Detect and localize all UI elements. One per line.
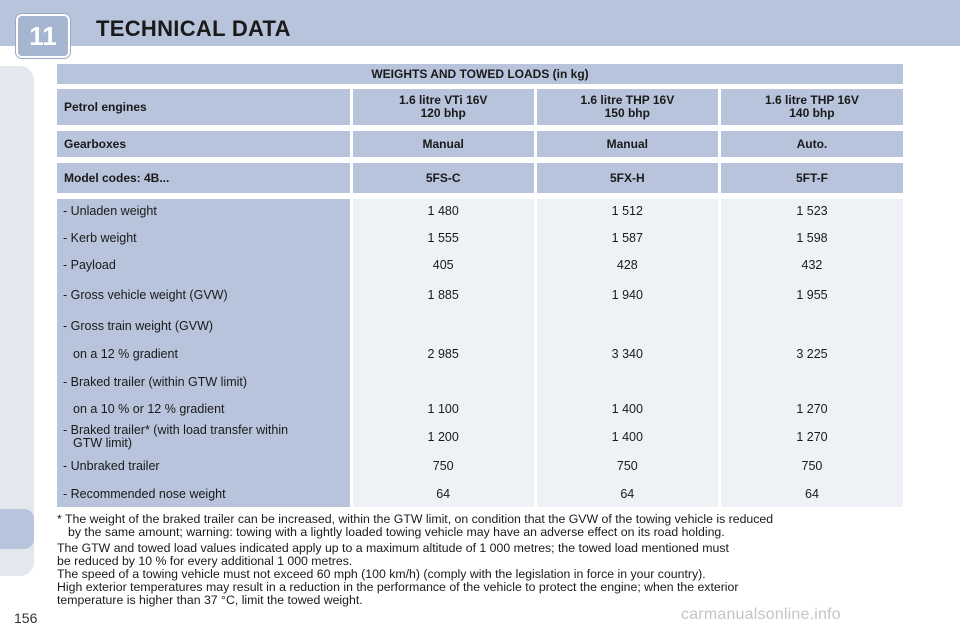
side-tab bbox=[0, 509, 34, 549]
row-label: Gearboxes bbox=[57, 131, 350, 157]
value-cell: 1 200 bbox=[427, 430, 459, 444]
values-column-thp150 bbox=[537, 199, 718, 507]
value-cell: 1 270 bbox=[796, 402, 828, 416]
row-sublabel: on a 12 % gradient bbox=[73, 347, 178, 361]
value-cell: 1 512 bbox=[611, 204, 643, 218]
value-cell: 3 340 bbox=[611, 347, 643, 361]
row-label: - Braked trailer* (with load transfer within bbox=[63, 423, 289, 437]
value-cell: 3 225 bbox=[796, 347, 828, 361]
note-line: The GTW and towed load values indicated apply up to a maximum altitude of 1 000 metres; the towed load mentioned must bbox=[57, 541, 729, 555]
table-title: WEIGHTS AND TOWED LOADS (in kg) bbox=[57, 64, 903, 84]
note-line: The speed of a towing vehicle must not exceed 60 mph (100 km/h) (comply with the legislation in force in your country). bbox=[57, 567, 706, 581]
chapter-number-badge: 11 bbox=[16, 14, 70, 58]
engine-header bbox=[537, 89, 718, 125]
footnote-asterisk: * The weight of the braked trailer can be increased, within the GTW limit, on condition that the GVW of the towing vehicle is reduced bbox=[57, 512, 774, 526]
value-cell: 1 400 bbox=[611, 430, 643, 444]
page-number: 156 bbox=[14, 610, 38, 626]
value-cell: 750 bbox=[616, 459, 638, 473]
weights-table-body bbox=[57, 199, 903, 507]
value-cell: 1 598 bbox=[796, 231, 828, 245]
watermark: carmanualsonline.info bbox=[681, 606, 841, 623]
value-cell: 750 bbox=[432, 459, 454, 473]
note-line: temperature is higher than 37 °C, limit the towed weight. bbox=[57, 593, 363, 607]
engine-power: 150 bhp bbox=[604, 106, 650, 120]
values-column-thp140 bbox=[721, 199, 903, 507]
engine-header bbox=[353, 89, 534, 125]
row-label: - Payload bbox=[63, 258, 116, 272]
engine-power: 140 bhp bbox=[789, 106, 835, 120]
row-label: - Kerb weight bbox=[63, 231, 137, 245]
value-cell: 1 523 bbox=[796, 204, 828, 218]
row-label-continued: GTW limit) bbox=[73, 436, 133, 450]
value-cell: 64 bbox=[620, 487, 635, 501]
gearbox-cell: Manual bbox=[353, 131, 534, 157]
value-cell: 1 400 bbox=[611, 402, 643, 416]
engine-name: 1.6 litre THP 16V bbox=[580, 93, 675, 107]
engine-name: 1.6 litre VTi 16V bbox=[398, 93, 488, 107]
gearbox-cell: Auto. bbox=[721, 131, 903, 157]
gearboxes-row bbox=[57, 131, 903, 157]
model-codes-row bbox=[57, 163, 903, 193]
note-line: be reduced by 10 % for every additional 1 000 metres. bbox=[57, 554, 353, 568]
model-code-cell: 5FT-F bbox=[721, 163, 903, 193]
value-cell: 428 bbox=[616, 258, 638, 272]
engine-header bbox=[721, 89, 903, 125]
value-cell: 2 985 bbox=[427, 347, 459, 361]
value-cell: 1 955 bbox=[796, 288, 828, 302]
model-code-cell: 5FS-C bbox=[353, 163, 534, 193]
labels-column bbox=[57, 199, 350, 507]
values-column-vti120 bbox=[353, 199, 534, 507]
value-cell: 1 100 bbox=[427, 402, 459, 416]
petrol-engines-row bbox=[57, 89, 903, 125]
note-line: High exterior temperatures may result in a reduction in the performance of the vehicle to protect the engine; when the exterior bbox=[57, 580, 739, 594]
page-title: TECHNICAL DATA bbox=[96, 16, 291, 41]
value-cell: 405 bbox=[432, 258, 454, 272]
value-cell: 432 bbox=[801, 258, 823, 272]
value-cell: 1 885 bbox=[427, 288, 459, 302]
row-label: Petrol engines bbox=[57, 89, 350, 125]
engine-power: 120 bhp bbox=[420, 106, 466, 120]
row-label: - Braked trailer (within GTW limit) bbox=[63, 375, 248, 389]
value-cell: 1 270 bbox=[796, 430, 828, 444]
row-label: - Unbraked trailer bbox=[63, 459, 160, 473]
value-cell: 1 940 bbox=[611, 288, 643, 302]
row-label: - Unladen weight bbox=[63, 204, 157, 218]
gearbox-cell: Manual bbox=[537, 131, 718, 157]
row-sublabel: on a 10 % or 12 % gradient bbox=[73, 402, 225, 416]
engine-name: 1.6 litre THP 16V bbox=[765, 93, 859, 107]
row-label: Model codes: 4B... bbox=[57, 163, 350, 193]
value-cell: 64 bbox=[436, 487, 451, 501]
footnote-asterisk-cont: by the same amount; warning: towing with a lightly loaded towing vehicle may have an adverse effect on its road holding. bbox=[68, 525, 725, 539]
value-cell: 64 bbox=[805, 487, 819, 501]
row-label: - Gross train weight (GVW) bbox=[63, 319, 214, 333]
value-cell: 1 587 bbox=[611, 231, 643, 245]
value-cell: 1 480 bbox=[427, 204, 459, 218]
model-code-cell: 5FX-H bbox=[537, 163, 718, 193]
row-label: - Gross vehicle weight (GVW) bbox=[63, 288, 228, 302]
value-cell: 750 bbox=[801, 459, 823, 473]
value-cell: 1 555 bbox=[427, 231, 459, 245]
side-strip bbox=[0, 66, 34, 576]
row-label: - Recommended nose weight bbox=[63, 487, 226, 501]
